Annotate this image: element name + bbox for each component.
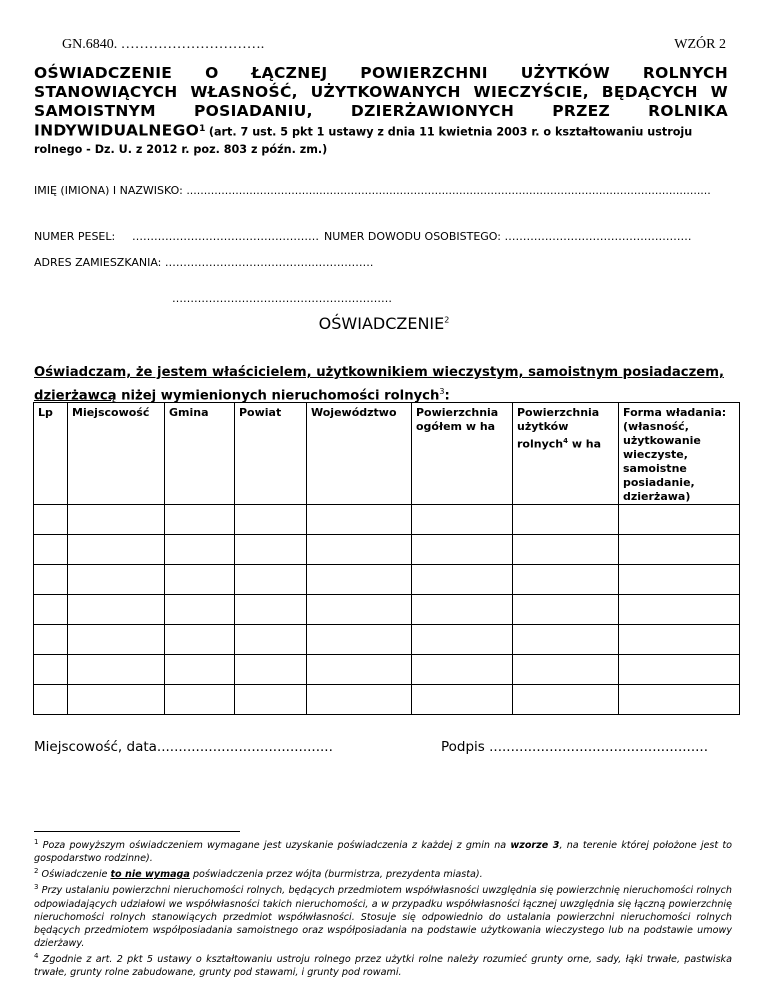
table-row — [34, 655, 740, 685]
table-cell[interactable] — [619, 535, 740, 565]
footnote-3-number: 3 — [34, 883, 39, 892]
column-header-voivodeship: Województwo — [307, 403, 412, 505]
reference-number: GN.6840. …………………………. — [62, 37, 265, 52]
table-cell[interactable] — [165, 655, 235, 685]
table-cell[interactable] — [165, 505, 235, 535]
name-dots: ...................................................................................................................................................... — [186, 184, 711, 197]
table-cell[interactable] — [68, 625, 165, 655]
table-cell[interactable] — [235, 625, 307, 655]
table-cell[interactable] — [165, 595, 235, 625]
table-cell[interactable] — [307, 685, 412, 715]
declaration-heading-text: OŚWIADCZENIE — [318, 314, 445, 333]
footnote-3 — [34, 881, 732, 949]
column-header-locality: Miejscowość — [68, 403, 165, 505]
pesel-field[interactable]: …………………………………………… — [132, 230, 319, 243]
agri-area-unit: w ha — [567, 437, 602, 451]
pesel-label: NUMER PESEL: — [34, 230, 116, 243]
table-cell[interactable] — [412, 535, 513, 565]
footnote-1-text-b: wzorze 3 — [510, 840, 560, 852]
footnotes — [34, 836, 732, 979]
title-last-word: INDYWIDUALNEGO — [34, 121, 200, 140]
table-cell[interactable] — [513, 535, 619, 565]
footnote-1 — [34, 836, 732, 865]
table-row — [34, 535, 740, 565]
table-cell[interactable] — [513, 655, 619, 685]
column-header-county: Powiat — [235, 403, 307, 505]
column-header-commune: Gmina — [165, 403, 235, 505]
table-cell[interactable] — [513, 595, 619, 625]
statement-rest: niżej wymienionych nieruchomości rolnych — [116, 388, 440, 404]
table-cell[interactable] — [412, 655, 513, 685]
table-cell[interactable] — [235, 505, 307, 535]
table-cell[interactable] — [513, 625, 619, 655]
agri-area-label: Powierzchnia użytków rolnych — [517, 406, 600, 451]
table-header-row — [34, 403, 740, 505]
template-label: WZÓR 2 — [674, 37, 726, 52]
footnote-2 — [34, 865, 732, 881]
footnote-3-text: Przy ustalaniu powierzchni nieruchomości rolnych, będących przedmiotem współwłasności uwzględnia się powierzchnię nieruchomości rolnych odpowiadających udziałowi we współwłasności takich nieruchomości, a w przypadku współwłasności łącznej uwzględnia się łączną powierzchnię nieruchomości rolnych stanowiących przedmiot współwłasności. Stosuje się odpowiednio do ustalania powierzchni nieruchomości rolnych będących przedmiotem współposiadania samoistnego oraz współposiadania na podstawie użytkowania wieczystego lub na podstawie umowy dzierżawy. — [34, 885, 732, 949]
table-cell[interactable] — [412, 685, 513, 715]
id-number-label: NUMER DOWODU OSOBISTEGO: — [324, 230, 501, 243]
declaration-heading — [0, 314, 768, 333]
column-header-agri-area — [513, 403, 619, 505]
table-cell[interactable] — [307, 535, 412, 565]
table-cell[interactable] — [513, 505, 619, 535]
table-cell[interactable] — [165, 625, 235, 655]
table-cell[interactable] — [34, 685, 68, 715]
table-row — [34, 625, 740, 655]
table-cell[interactable] — [307, 565, 412, 595]
table-cell[interactable] — [34, 655, 68, 685]
table-cell[interactable] — [235, 565, 307, 595]
statement-footnote-ref: 3 — [439, 387, 445, 396]
table-cell[interactable] — [619, 505, 740, 535]
table-row — [34, 565, 740, 595]
footnote-1-number: 1 — [34, 838, 39, 846]
declaration-footnote-ref: 2 — [444, 315, 450, 325]
agri-area-footnote-ref: 4 — [563, 437, 568, 445]
table-cell[interactable] — [68, 685, 165, 715]
footnote-1-text-a: Poza powyższym oświadczeniem wymagane jest uzyskanie poświadczenia z każdej z gmin na — [38, 840, 511, 852]
table-row — [34, 685, 740, 715]
footnote-2-text-a: Oświadczenie — [38, 869, 111, 881]
footnote-4 — [34, 950, 732, 979]
legal-basis: (art. 7 ust. 5 pkt 1 ustawy z dnia 11 kwietnia 2003 r. o kształtowaniu ustroju rolnego - Dz. U. z 2012 r. poz. 803 z późn. zm.) — [34, 125, 693, 156]
column-header-lp: Lp — [34, 403, 68, 505]
title-footnote-ref: 1 — [199, 124, 206, 134]
footnote-divider — [34, 831, 240, 832]
table-cell[interactable] — [165, 535, 235, 565]
table-cell[interactable] — [34, 505, 68, 535]
footnote-2-text-c: poświadczenia przez wójta (burmistrza, prezydenta miasta). — [189, 869, 483, 881]
column-header-ownership: Forma władania: (własność, użytkowanie wieczyste, samoistne posiadanie, dzierżawa) — [619, 403, 740, 505]
table-cell[interactable] — [68, 595, 165, 625]
address-field-line-2[interactable]: …………………………………………………… — [172, 292, 392, 305]
table-cell[interactable] — [412, 505, 513, 535]
table-cell[interactable] — [307, 655, 412, 685]
table-cell[interactable] — [34, 625, 68, 655]
name-field[interactable] — [34, 184, 734, 197]
table-cell[interactable] — [68, 565, 165, 595]
table-row — [34, 505, 740, 535]
declaration-statement — [34, 363, 730, 405]
table-cell[interactable] — [619, 625, 740, 655]
statement-end: : — [444, 388, 450, 404]
table-cell[interactable] — [34, 535, 68, 565]
address-label: ADRES ZAMIESZKANIA: — [34, 256, 162, 269]
table-cell[interactable] — [619, 565, 740, 595]
properties-table — [33, 402, 740, 715]
table-cell[interactable] — [34, 595, 68, 625]
footnote-2-number: 2 — [34, 867, 39, 876]
table-cell[interactable] — [412, 595, 513, 625]
name-label: IMIĘ (IMIONA) I NAZWISKO: — [34, 184, 183, 197]
id-number-dots: …………………………………………… — [504, 230, 692, 243]
table-cell[interactable] — [235, 655, 307, 685]
table-cell[interactable] — [412, 625, 513, 655]
table-cell[interactable] — [412, 565, 513, 595]
table-row — [34, 595, 740, 625]
table-cell[interactable] — [68, 655, 165, 685]
column-header-total-area: Powierzchnia ogółem w ha — [412, 403, 513, 505]
table-cell[interactable] — [68, 535, 165, 565]
table-cell[interactable] — [165, 685, 235, 715]
address-dots: …………………………………..……………. — [164, 256, 374, 269]
signature-field[interactable]: Podpis ................................................... — [441, 739, 708, 755]
footnote-4-text: Zgodnie z art. 2 pkt 5 ustawy o kształtowaniu ustroju rolnego przez użytki rolne należy rozumieć grunty orne, sady, łąki trwałe, pastwiska trwałe, grunty rolne zabudowane, grunty pod stawami, i grunty pod rowami. — [34, 953, 732, 978]
table-cell[interactable] — [619, 595, 740, 625]
table-cell[interactable] — [235, 685, 307, 715]
statement-underlined: Oświadczam, że jestem właścicielem, użytkownikiem wieczystym, samoistnym posiadaczem, dzierżawcą — [34, 365, 724, 404]
document-title: OŚWIADCZENIE O ŁĄCZNEJ POWIERZCHNI UŻYTKÓW ROLNYCH STANOWIĄCYCH WŁASNOŚĆ, UŻYTKOWANYCH WIECZYŚCIE, BĘDĄCYCH W SAMOISTNYM POSIADANIU, DZIERŻAWIONYCH PRZEZ ROLNIKA — [34, 64, 728, 120]
footnote-1-text-c: , na terenie której położone jest to gospodarstwo rodzinne). — [34, 840, 732, 865]
table-cell[interactable] — [619, 655, 740, 685]
table-cell[interactable] — [165, 565, 235, 595]
table-cell[interactable] — [34, 565, 68, 595]
address-field[interactable] — [34, 256, 373, 269]
table-cell[interactable] — [307, 595, 412, 625]
footnote-2-text-b: to nie wymaga — [110, 869, 190, 881]
table-cell[interactable] — [307, 505, 412, 535]
table-cell[interactable] — [235, 595, 307, 625]
table-cell[interactable] — [513, 565, 619, 595]
table-cell[interactable] — [68, 505, 165, 535]
table-cell[interactable] — [619, 685, 740, 715]
table-cell[interactable] — [513, 685, 619, 715]
id-number-field[interactable] — [324, 230, 691, 243]
footnote-4-number: 4 — [34, 951, 39, 960]
table-cell[interactable] — [235, 535, 307, 565]
place-date-field[interactable]: Miejscowość, data......................................... — [34, 739, 333, 755]
document-title-continued — [34, 121, 734, 158]
table-cell[interactable] — [307, 625, 412, 655]
